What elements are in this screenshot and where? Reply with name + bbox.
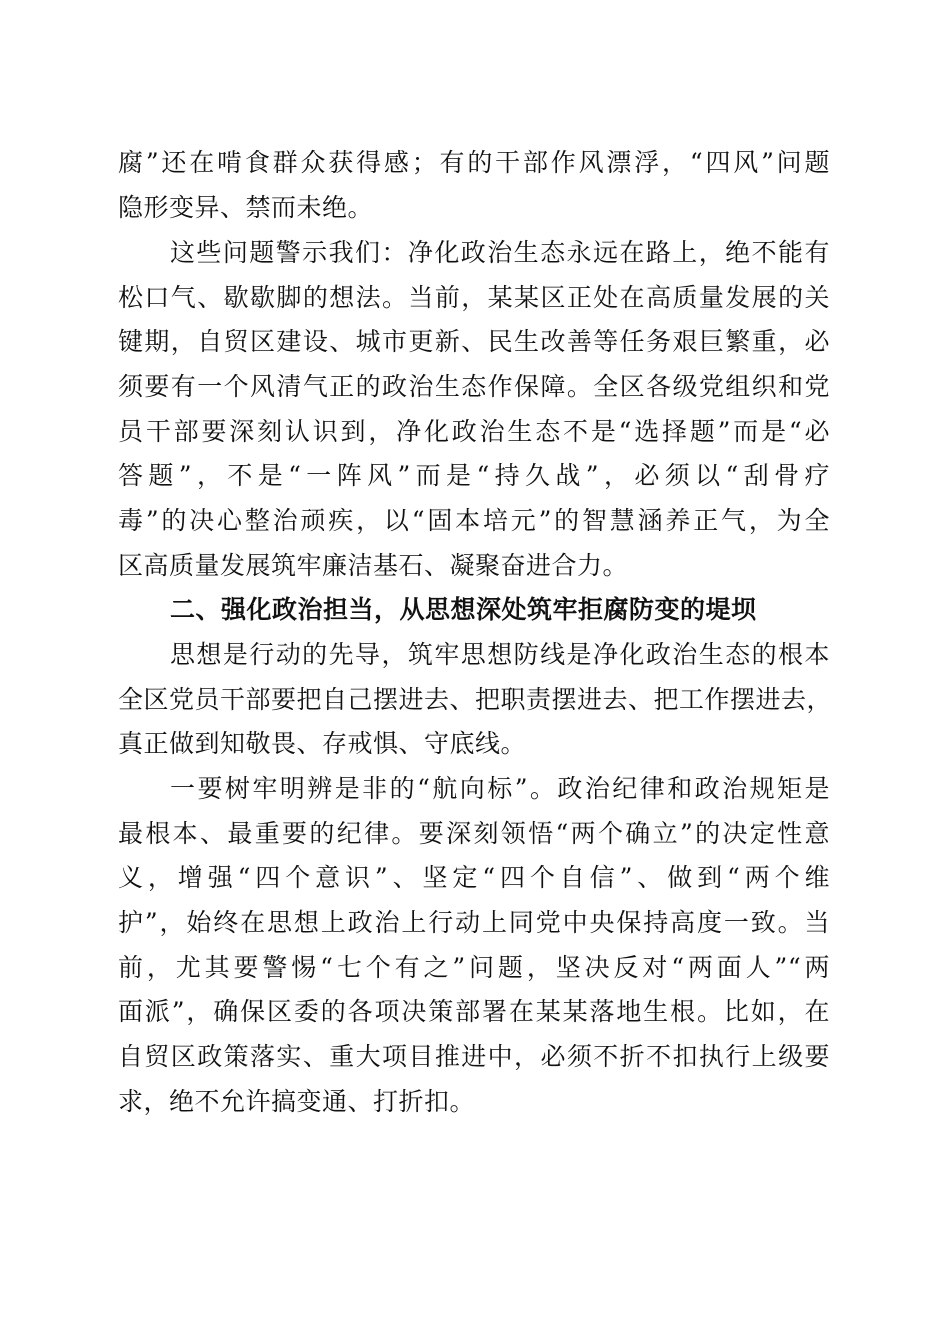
paragraph-line: 面派”，确保区委的各项决策部署在某某落地生根。比如，在 <box>118 997 830 1026</box>
paragraph-line: 真正做到知敬畏、存戒惧、守底线。 <box>118 729 527 758</box>
paragraph-line: 全区党员干部要把自己摆进去、把职责摆进去、把工作摆进去， <box>118 685 833 714</box>
paragraph-line: 区高质量发展筑牢廉洁基石、凝聚奋进合力。 <box>118 551 629 580</box>
paragraph-line: 求，绝不允许搞变通、打折扣。 <box>118 1087 476 1116</box>
paragraph-line: 答题”，不是“一阵风”而是“持久战”，必须以“刮骨疗 <box>118 461 830 490</box>
paragraph-line: 须要有一个风清气正的政治生态作保障。全区各级党组织和党 <box>118 372 830 401</box>
paragraph-line: 隐形变异、禁而未绝。 <box>118 193 374 222</box>
paragraph-line: 员干部要深刻认识到，净化政治生态不是“选择题”而是“必 <box>118 417 830 446</box>
paragraph-line: 毒”的决心整治顽疾，以“固本培元”的智慧涵养正气，为全 <box>118 506 830 535</box>
paragraph-line: 思想是行动的先导，筑牢思想防线是净化政治生态的根本 <box>170 640 830 669</box>
paragraph-line: 松口气、歇歇脚的想法。当前，某某区正处在高质量发展的关 <box>118 283 830 312</box>
paragraph-line: 键期，自贸区建设、城市更新、民生改善等任务艰巨繁重，必 <box>118 327 830 356</box>
paragraph-line: 最根本、最重要的纪律。要深刻领悟“两个确立”的决定性意 <box>118 819 830 848</box>
paragraph-line: 腐”还在啃食群众获得感；有的干部作风漂浮，“四风”问题 <box>118 148 830 177</box>
paragraph-line: 前，尤其要警惕“七个有之”问题，坚决反对“两面人”“两 <box>118 953 830 982</box>
paragraph-line: 护”，始终在思想上政治上行动上同党中央保持高度一致。当 <box>118 908 830 937</box>
paragraph-line: 一要树牢明辨是非的“航向标”。政治纪律和政治规矩是 <box>170 774 830 803</box>
paragraph-line: 这些问题警示我们：净化政治生态永远在路上，绝不能有 <box>170 238 830 267</box>
section-heading: 二、强化政治担当，从思想深处筑牢拒腐防变的堤坝 <box>170 595 757 624</box>
paragraph-line: 自贸区政策落实、重大项目推进中，必须不折不扣执行上级要 <box>118 1042 830 1071</box>
paragraph-line: 义，增强“四个意识”、坚定“四个自信”、做到“两个维 <box>118 863 830 892</box>
